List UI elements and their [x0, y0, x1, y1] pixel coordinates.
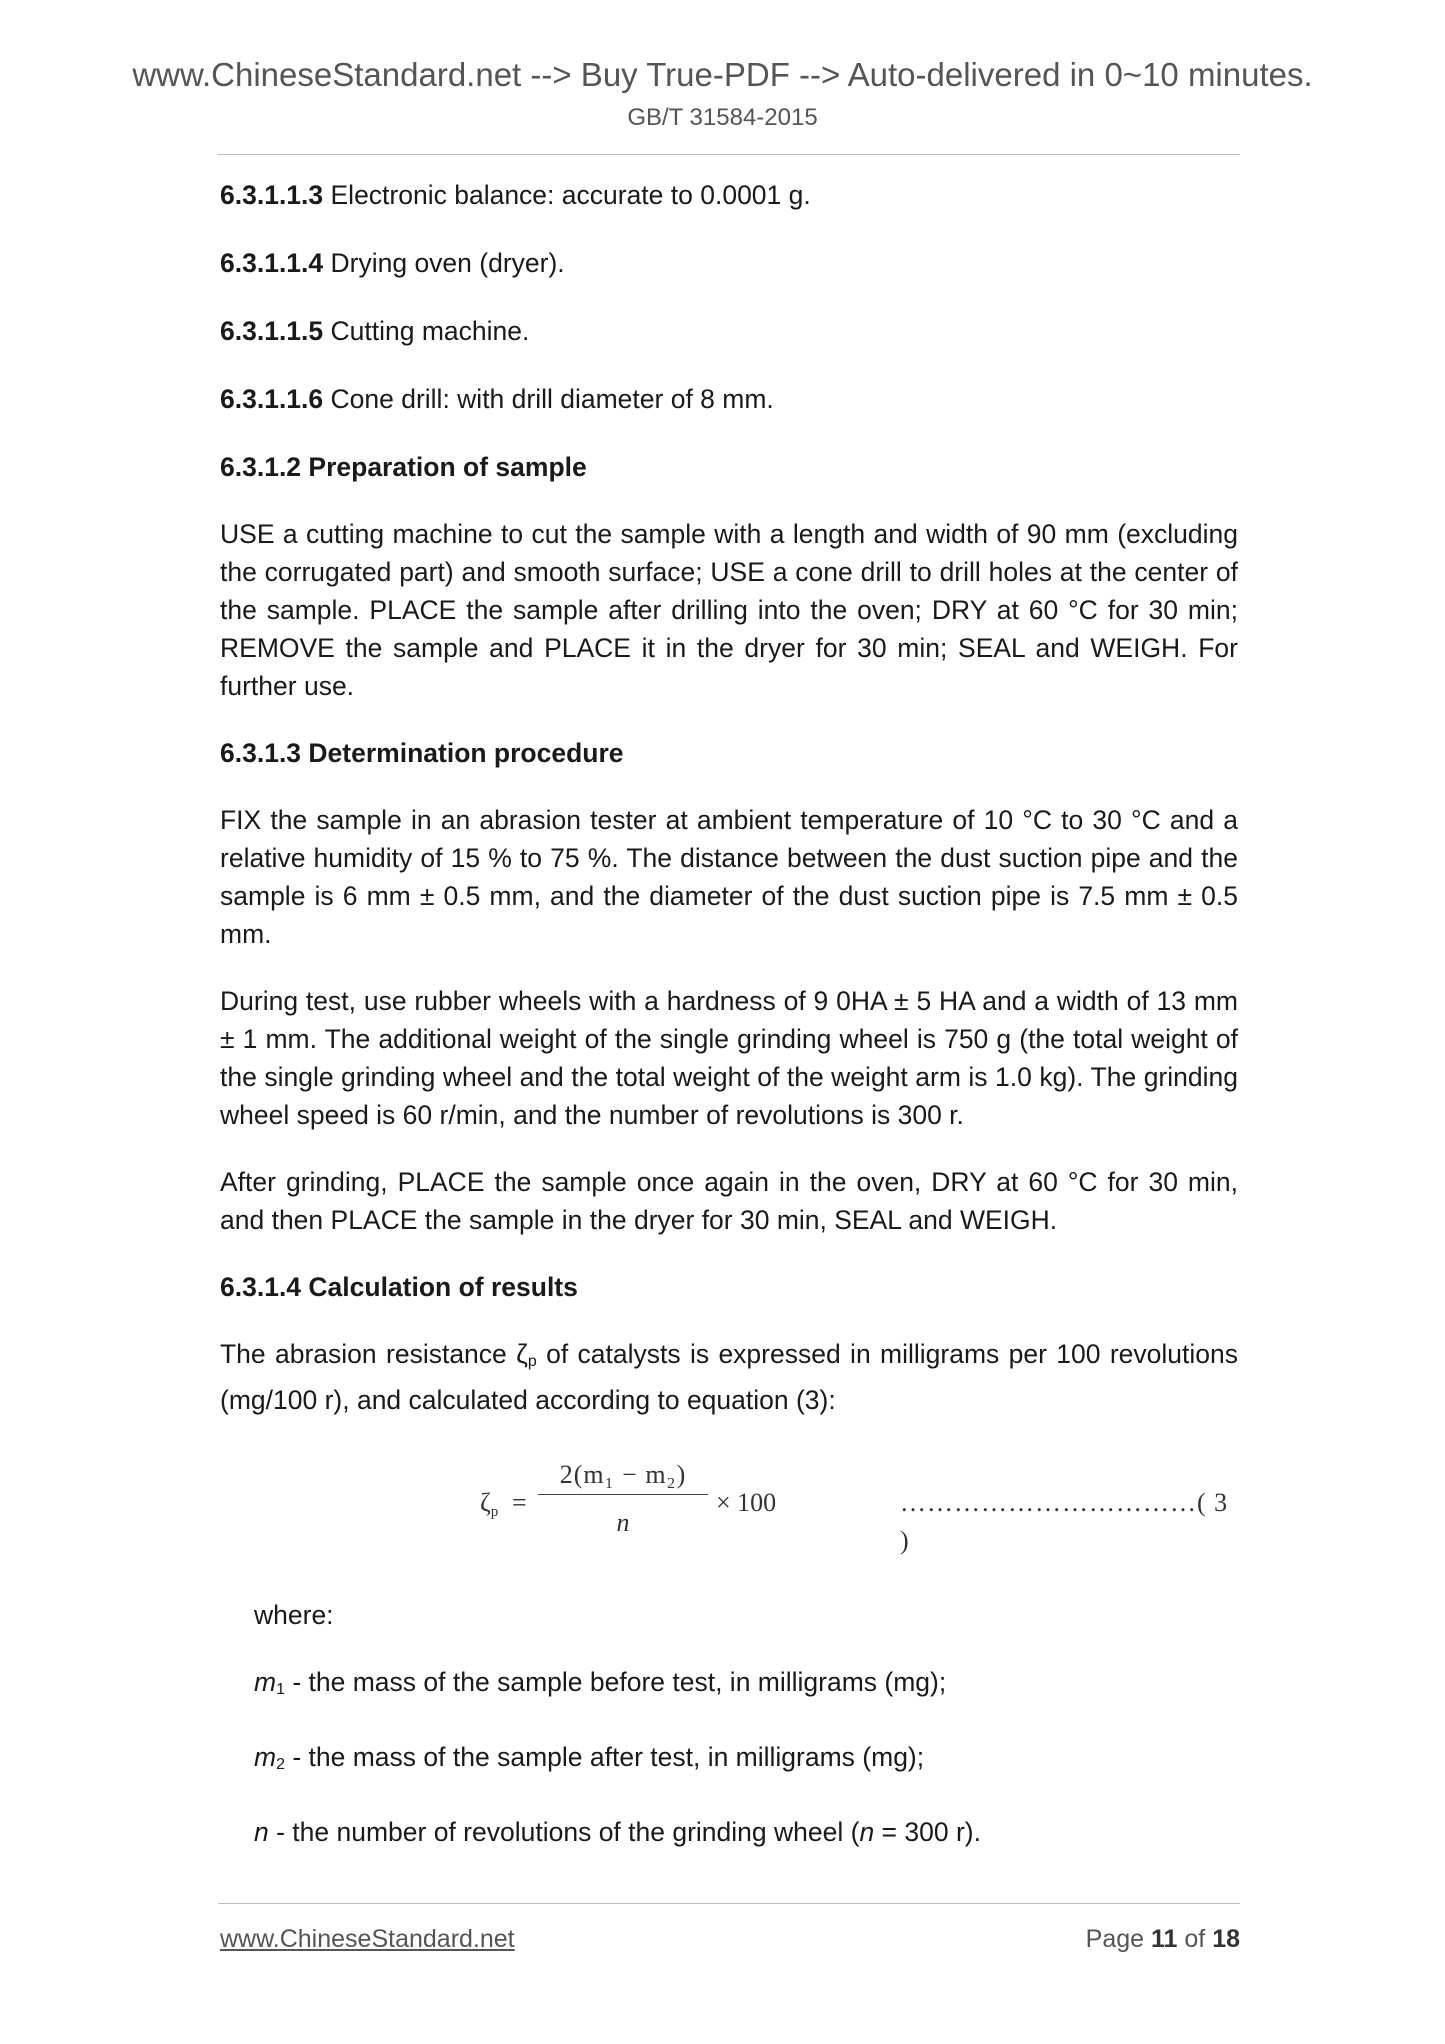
clause-number: 6.3.1.1.4: [220, 248, 324, 278]
fraction-bar: [538, 1494, 708, 1495]
clause-item: [220, 380, 1238, 418]
paragraph-preparation: USE a cutting machine to cut the sample with a length and width of 90 mm (excluding the corrugated part) and smooth surface; USE a cone drill to drill holes at the center of the sample. PLACE the sample after drilling into the oven; DRY at 60 °C for 30 min; REMOVE the sample and PLACE it in the dryer for 30 min; SEAL and WEIGH. For further use.: [220, 519, 1238, 701]
clause-item: [220, 312, 1238, 350]
clause-number: 6.3.1.1.5: [220, 316, 324, 346]
header-divider: [218, 154, 1240, 155]
clause-number: 6.3.1.1.6: [220, 384, 324, 414]
section-heading-procedure: 6.3.1.3 Determination procedure: [220, 738, 624, 768]
clause-item: [220, 176, 1238, 214]
where-label: where:: [254, 1600, 334, 1630]
equation-lhs: ζp: [480, 1488, 499, 1520]
clause-text: Drying oven (dryer).: [323, 248, 565, 278]
definition-n: n - the number of revolutions of the grinding wheel (n = 300 r).: [254, 1817, 981, 1847]
definition-m2: m2 - the mass of the sample after test, in milligrams (mg);: [254, 1742, 925, 1773]
definition-m1: m1 - the mass of the sample before test, in milligrams (mg);: [254, 1667, 947, 1698]
document-body: [220, 176, 1238, 1880]
clause-text: Cutting machine.: [323, 316, 530, 346]
equation-reference: ……………………………( 3 ): [900, 1488, 1229, 1555]
clause-item: [220, 244, 1238, 282]
standard-number: GB/T 31584-2015: [627, 104, 818, 131]
section-heading-preparation: 6.3.1.2 Preparation of sample: [220, 452, 587, 482]
clause-text: Electronic balance: accurate to 0.0001 g.: [323, 180, 811, 210]
footer-divider: [218, 1903, 1240, 1904]
clause-text: Cone drill: with drill diameter of 8 mm.: [323, 384, 774, 414]
clause-number: 6.3.1.1.3: [220, 180, 324, 210]
equation-equals: =: [512, 1488, 527, 1517]
equation-multiplier: × 100: [716, 1488, 777, 1517]
paragraph-procedure-2: During test, use rubber wheels with a hardness of 9 0HA ± 5 HA and a width of 13 mm ± 1 mm. The additional weight of the single grinding wheel is 750 g (the total weight of the single grinding wheel and the total weight of the weight arm is 1.0 kg). The grinding wheel speed is 60 r/min, and the number of revolutions is 300 r.: [220, 986, 1238, 1130]
equation-3: [220, 1448, 1238, 1556]
page-indicator: Page 11 of 18: [1085, 1925, 1240, 1953]
paragraph-procedure-1: FIX the sample in an abrasion tester at ambient temperature of 10 °C to 30 °C and a relative humidity of 15 % to 75 %. The distance between the dust suction pipe and the sample is 6 mm ± 0.5 mm, and the diameter of the dust suction pipe is 7.5 mm ± 0.5 mm.: [220, 805, 1238, 949]
equation-numerator: 2(m₁ − m₂): [559, 1460, 687, 1489]
footer-site-link[interactable]: www.ChineseStandard.net: [220, 1925, 515, 1953]
equation-denominator: n: [616, 1508, 630, 1537]
paragraph-calculation: The abrasion resistance ζp of catalysts is expressed in milligrams per 100 revolutions (mg/100 r), and calculated according to equation (3):: [220, 1339, 1238, 1415]
site-banner: www.ChineseStandard.net --> Buy True-PDF --> Auto-delivered in 0~10 minutes.: [132, 56, 1313, 93]
paragraph-procedure-3: After grinding, PLACE the sample once again in the oven, DRY at 60 °C for 30 min, and then PLACE the sample in the dryer for 30 min, SEAL and WEIGH.: [220, 1167, 1238, 1235]
section-heading-calculation: 6.3.1.4 Calculation of results: [220, 1272, 578, 1302]
